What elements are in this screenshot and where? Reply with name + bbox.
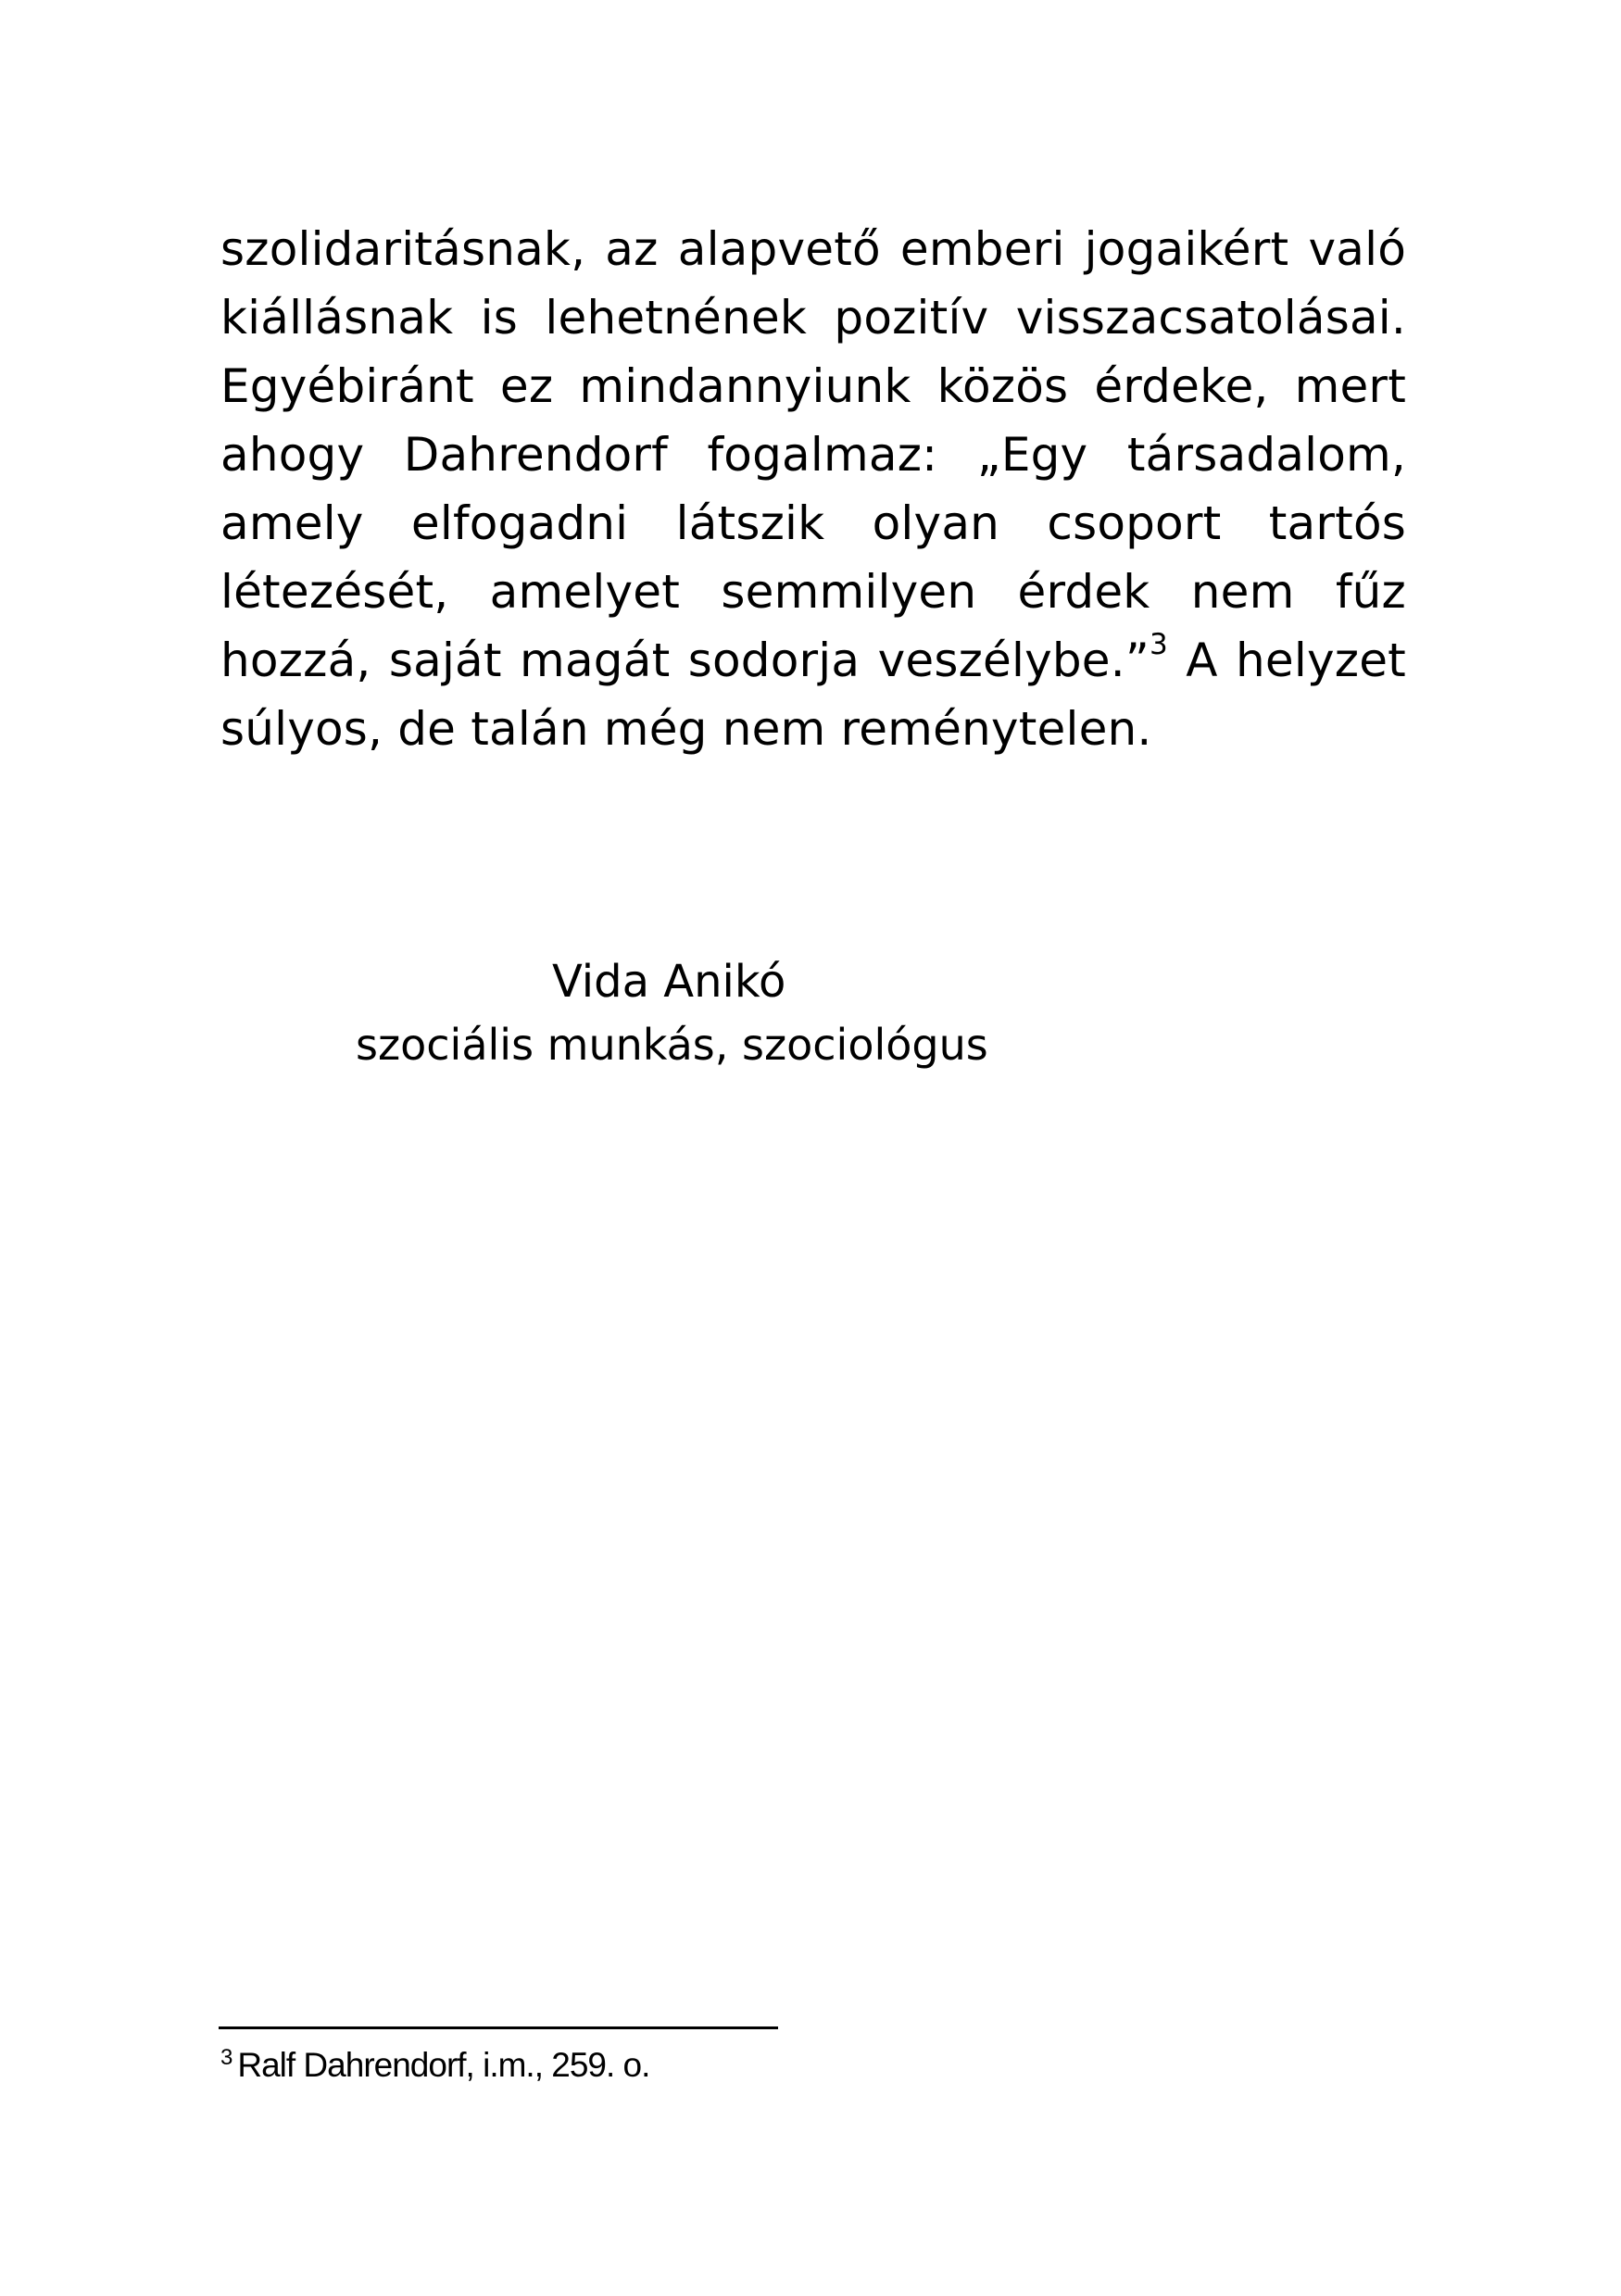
footnote-mark: 3 (220, 2045, 232, 2070)
footnote-reference-mark[interactable]: 3 (1149, 628, 1168, 661)
body-text-after-ref: A helyzet súlyos, de talán még nem reménytelen. (220, 634, 1406, 756)
footnote (220, 2043, 649, 2088)
body-text-before-ref: szolidaritásnak, az alapvető emberi jogaikért való kiállásnak is lehetnének pozitív visszacsatolásai. Egyébiránt ez mindannyiunk közös érdeke, mert ahogy Dahrendorf fogalmaz: „Egy társadalom, amely elfogadni látszik olyan csoport tartós létezését, amelyet semmilyen érdek nem fűz hozzá, saját magát sodorja veszélybe.” (220, 222, 1406, 687)
author-role: szociális munkás, szociológus (356, 1020, 988, 1070)
body-paragraph (220, 215, 1406, 763)
footnote-text: Ralf Dahrendorf, i.m., 259. o. (237, 2046, 650, 2084)
footnote-separator (219, 2026, 778, 2029)
author-name: Vida Anikó (552, 956, 786, 1008)
